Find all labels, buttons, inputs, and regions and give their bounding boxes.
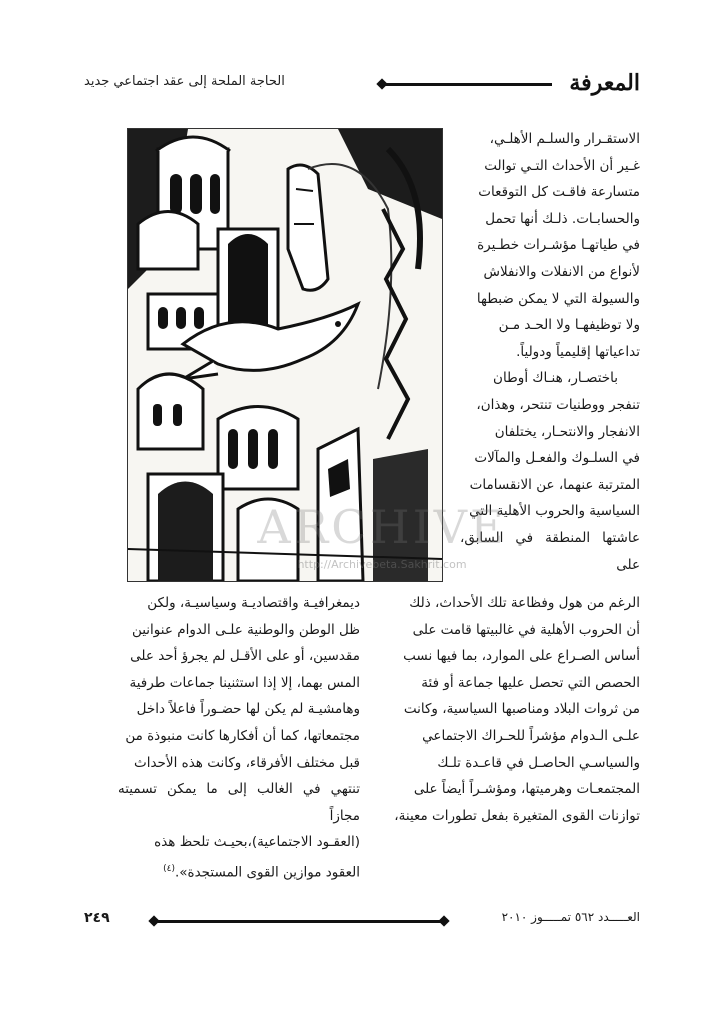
archive-watermark: ARCHIVE — [257, 500, 507, 554]
illustration — [127, 128, 443, 582]
text-line: غـير أن الأحداث التـي توالت — [484, 157, 640, 174]
text-line: الرغم من هول وفظاعة تلك الأحداث، ذلك — [409, 595, 640, 611]
text-line: أن الحروب الأهلية في غالبيتها قامت على — [412, 621, 640, 638]
column-b — [372, 590, 640, 829]
issue-info: العـــــدد ٥٦٢ تمـــــوز ٢٠١٠ — [501, 910, 640, 924]
text-line: أساس الصـراع على الموارد، بما فيها نسب — [403, 648, 640, 665]
text-line: تنتهي في الغالب إلى ما يمكن تسميته مجازاً — [118, 781, 360, 824]
text-line: المترتبة عنهما، عن الانقسامات — [469, 476, 640, 493]
text-line: والسياسـي الحاصـل في قاعـدة تلـك — [437, 754, 640, 771]
archive-watermark-url: http://Archivebeta.Sakhrit.com — [297, 558, 467, 571]
page-header — [84, 70, 640, 100]
text-line: باختصـار، هنـاك أوطان — [493, 370, 618, 387]
text-line: مجتمعاتها، كما أن أفكارها كانت منبوذة من — [125, 727, 360, 744]
text-line: المس بهما، إلا إذا استثنينا جماعات طرفية — [129, 674, 360, 691]
text-line: والحسابـات. ذلـك أنها تحمل — [485, 210, 640, 227]
text-line: الاستقـرار والسلـم الأهلـي، — [489, 131, 640, 147]
text-line: العقود موازين القوى المستجدة». — [174, 864, 360, 881]
text-line: ظل الوطن والوطنية علـى الدوام عنوانين — [131, 621, 360, 638]
text-line: والسيولة التي لا يمكن ضبطها — [476, 290, 640, 307]
text-line: لأنواع من الانفلات والانفلاش — [483, 263, 640, 280]
column-c — [118, 590, 360, 886]
magazine-logo: المعرفة — [569, 70, 640, 96]
text-line: مقدسين، أو على الأقـل لم يجرؤ أحد على — [130, 648, 360, 665]
footer-rule — [154, 920, 444, 923]
column-a — [460, 126, 640, 578]
text-line: الانفجار والانتحـار، يختلفان — [494, 423, 640, 440]
text-line: الحصص التي تحصل عليها جماعة أو فئة — [421, 674, 640, 691]
text-line: متسارعة فاقـت كل التوقعات — [478, 184, 640, 201]
text-line: ولا توظيفهـا ولا الحـد مـن — [498, 317, 640, 334]
text-line: المجتمعـات وهرميتها، ومؤشـراً أيضاً على — [413, 781, 640, 798]
footnote-reference[interactable]: (٤) — [163, 863, 175, 874]
text-line: (العقـود الاجتماعية)،بحيـث تلحظ هذه — [154, 834, 360, 851]
running-title: الحاجة الملحة إلى عقد اجتماعي جديد — [84, 74, 285, 89]
header-rule — [384, 83, 552, 86]
text-line: من ثروات البلاد ومناصبها السياسية، وكانت — [403, 701, 640, 718]
text-line: في السلـوك والفعـل والمآلات — [474, 450, 640, 467]
text-line: تداعياتها إقليمياً ودولياً. — [516, 343, 640, 360]
page-number: ٢٤٩ — [84, 910, 110, 926]
text-line: عاشتها المنطقة في السابق، على — [460, 529, 640, 573]
text-line: علـى الـدوام مؤشراً للحـراك الاجتماعي — [422, 727, 640, 744]
text-line: السياسية والحروب الأهلية التي — [469, 503, 640, 520]
illustration-drawing — [128, 129, 442, 581]
text-line: ديمغرافيـة واقتصاديـة وسياسيـة، ولكن — [147, 595, 360, 611]
text-line: توازنات القوى المتغيرة بفعل تطورات معينة، — [394, 807, 640, 824]
text-line: قبل مختلف الأفرقاء، وكانت هذه الأحداث — [134, 754, 360, 771]
text-line: تنفجر ووطنيات تنتحر، وهذان، — [476, 396, 640, 413]
page-footer — [84, 908, 640, 938]
text-line: وهامشيـة لم يكن لها حضـوراً فاعلاً داخل — [136, 701, 360, 718]
text-line: في طياتهـا مؤشـرات خطـيرة — [477, 237, 640, 254]
text-line-last — [118, 856, 360, 886]
